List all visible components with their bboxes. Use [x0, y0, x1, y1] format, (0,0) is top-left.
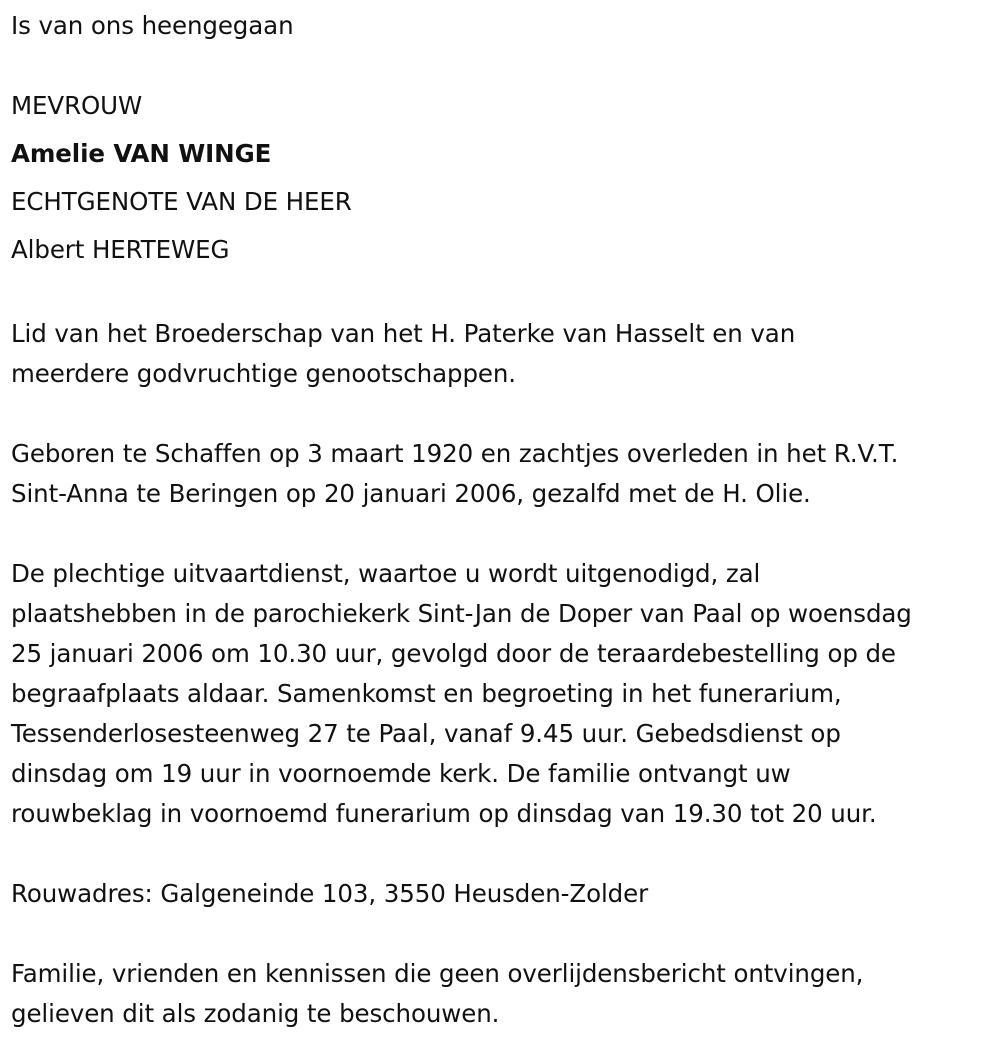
paragraph-line: Sint-Anna te Beringen op 20 januari 2006, gezalfd met de H. Olie. [11, 479, 811, 508]
spacer [11, 46, 1000, 86]
spacer [11, 914, 1000, 954]
spacer [11, 834, 1000, 874]
paragraph-line: Lid van het Broederschap van het H. Paterke van Hasselt en van [11, 319, 796, 348]
paragraph-line: De plechtige uitvaartdienst, waartoe u wordt uitgenodigd, zal [11, 559, 761, 588]
deceased-heading [11, 82, 1000, 274]
intro-text: Is van ons heengegaan [11, 11, 294, 40]
paragraph-line: plaatshebben in de parochiekerk Sint-Jan de Doper van Paal op woensdag [11, 599, 912, 628]
paragraph-line: 25 januari 2006 om 10.30 uur, gevolgd door de teraardebestelling op de [11, 639, 896, 668]
paragraph-line: rouwbeklag in voornoemd funerarium op dinsdag van 19.30 tot 20 uur. [11, 799, 877, 828]
spouse-name: Albert HERTEWEG [11, 235, 230, 264]
paragraph-line: Tessenderlosesteenweg 27 te Paal, vanaf 9.45 uur. Gebedsdienst op [11, 719, 841, 748]
funeral-paragraph [11, 554, 1000, 834]
spacer [11, 394, 1000, 434]
paragraph-line: meerdere godvruchtige genootschappen. [11, 359, 516, 388]
membership-paragraph [11, 314, 1000, 394]
title-text: MEVROUW [11, 91, 143, 120]
spacer [11, 274, 1000, 314]
relation-text: ECHTGENOTE VAN DE HEER [11, 187, 352, 216]
paragraph-line: Geboren te Schaffen op 3 maart 1920 en zachtjes overleden in het R.V.T. [11, 439, 899, 468]
spacer [11, 514, 1000, 554]
paragraph-line: begraafplaats aldaar. Samenkomst en begroeting in het funerarium, [11, 679, 842, 708]
paragraph-line: Familie, vrienden en kennissen die geen overlijdensbericht ontvingen, [11, 959, 864, 988]
birth-death-paragraph [11, 434, 1000, 514]
closing-paragraph [11, 954, 1000, 1034]
deceased-name: Amelie VAN WINGE [11, 139, 272, 168]
paragraph-line: dinsdag om 19 uur in voornoemde kerk. De familie ontvangt uw [11, 759, 791, 788]
paragraph-line: gelieven dit als zodanig te beschouwen. [11, 999, 500, 1028]
mourning-address: Rouwadres: Galgeneinde 103, 3550 Heusden-Zolder [11, 879, 649, 908]
